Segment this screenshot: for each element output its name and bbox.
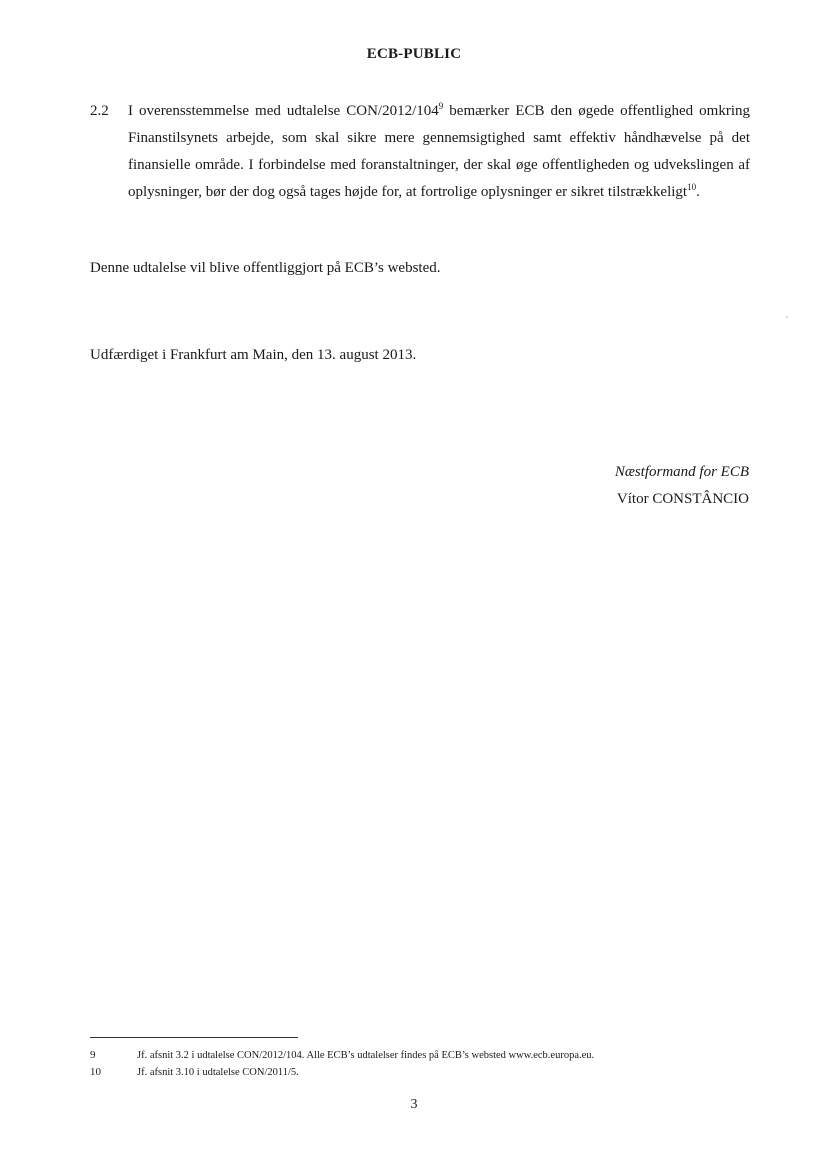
- footnote-ref-9[interactable]: 9: [438, 101, 444, 111]
- footnote-text: Jf. afsnit 3.10 i udtalelse CON/2011/5.: [137, 1067, 299, 1078]
- footnote-number: 10: [90, 1066, 101, 1078]
- footnote-9: [90, 1047, 750, 1064]
- section-text-part3: .: [696, 184, 700, 200]
- publication-note: Denne udtalelse vil blive offentliggjort på ECB’s websted.: [90, 260, 441, 276]
- section-text-part1: I overensstemmelse med udtalelse CON/2012/104: [128, 103, 439, 119]
- footnotes: [90, 1047, 750, 1081]
- section-number: 2.2: [90, 103, 109, 119]
- section-text-part2: bemærker ECB den øgede offentlighed omkring Finanstilsynets arbejde, som skal sikre mere gennemsigtighed samt effektiv håndhævelse på det finansielle område. I forbindelse med foranstaltninger, der skal øge offentligheden og udvekslingen af oplysninger, bør der dog også tages højde for, at fortrolige oplysninger er sikret tilstrækkeligt: [128, 103, 750, 200]
- signatory-title: Næstformand for ECB: [614, 464, 749, 480]
- signature-block: [615, 459, 749, 513]
- section-2-2: [90, 98, 750, 206]
- signatory-name: Vítor CONSTÂNCIO: [616, 491, 749, 507]
- footnote-ref-10[interactable]: 10: [687, 182, 697, 192]
- section-body: [128, 98, 750, 206]
- scan-speck: [786, 316, 788, 318]
- footnote-text: Jf. afsnit 3.2 i udtalelse CON/2012/104. Alle ECB’s udtalelser findes på ECB’s websted www.ecb.europa.eu.: [137, 1050, 595, 1061]
- footnote-divider: [90, 1037, 298, 1038]
- page-number: 3: [410, 1097, 418, 1112]
- footnote-10: [90, 1064, 750, 1081]
- footnote-number: 9: [90, 1049, 96, 1061]
- dated-line: Udfærdiget i Frankfurt am Main, den 13. august 2013.: [90, 347, 417, 363]
- classification-header: ECB-PUBLIC: [366, 46, 462, 62]
